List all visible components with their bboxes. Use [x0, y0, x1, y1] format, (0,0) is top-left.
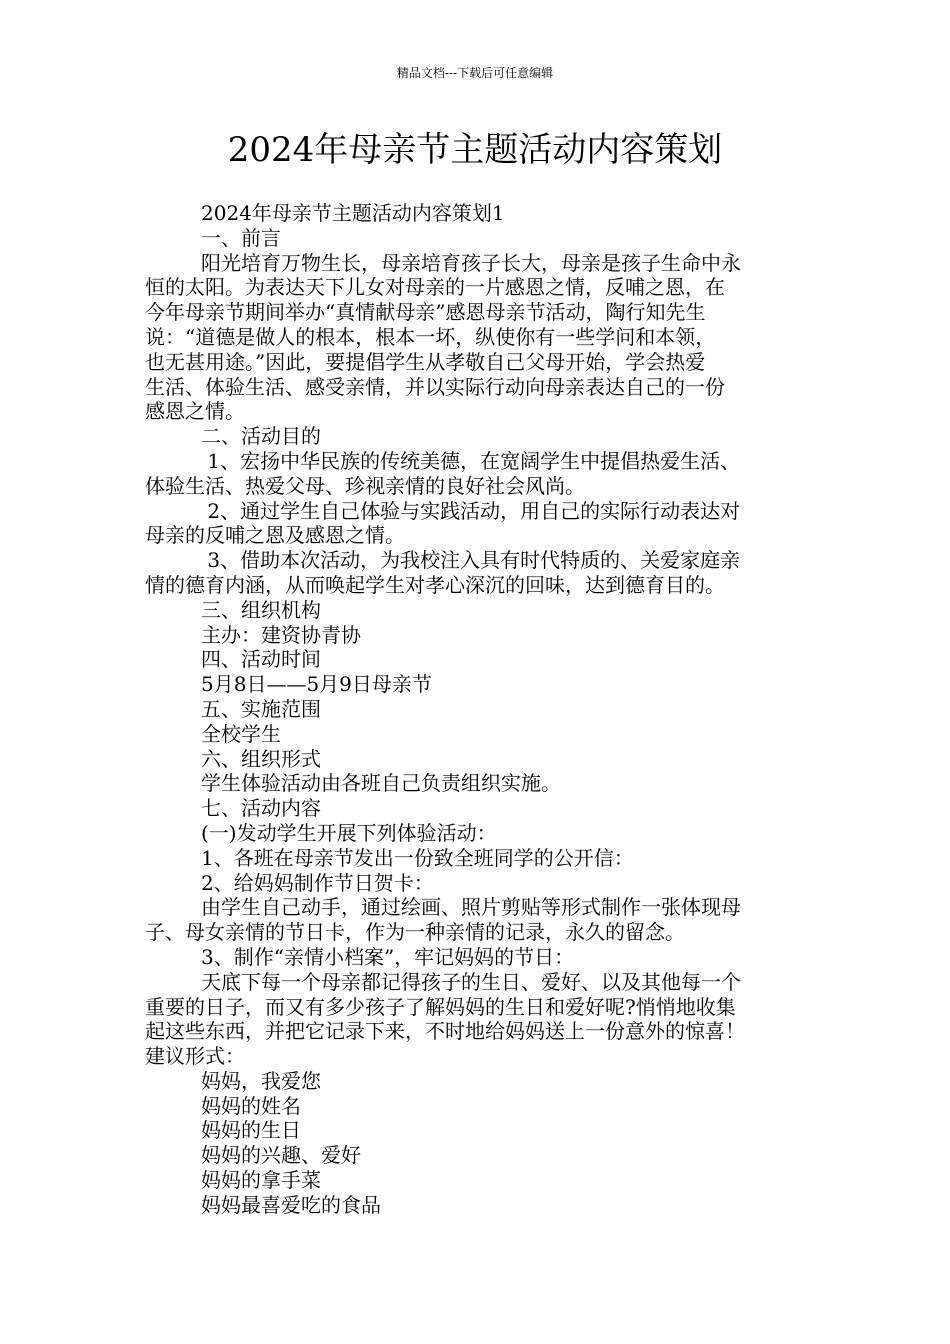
text-line: 2、通过学生自己体验与实践活动，用自己的实际行动表达对 — [201, 498, 741, 523]
text-line: 七、活动内容 — [201, 796, 321, 821]
text-line: 妈妈的姓名 — [201, 1093, 301, 1118]
text-line: 2024年母亲节主题活动内容策划1 — [201, 201, 505, 225]
text-line: 子、母女亲情的节日卡，作为一种亲情的记录，永久的留念。 — [145, 920, 685, 945]
document-body — [145, 201, 807, 1218]
text-line: 三、组织机构 — [201, 597, 321, 622]
text-line: 妈妈的生日 — [201, 1118, 301, 1143]
text-line: 生活、体验生活、感受亲情，并以实际行动向母亲表达自己的一份 — [145, 374, 725, 399]
text-line: 四、活动时间 — [201, 647, 321, 672]
text-line: 重要的日子，而又有多少孩子了解妈妈的生日和爱好呢?悄悄地收集 — [145, 994, 736, 1019]
text-line: 感恩之情。 — [145, 399, 245, 424]
text-line: 妈妈的兴趣、爱好 — [201, 1143, 361, 1168]
header-note: 精品文档---下载后可任意编辑 — [396, 66, 554, 80]
text-line: 主办：建资协青协 — [201, 622, 361, 647]
text-line: 1、宏扬中华民族的传统美德，在宽阔学生中提倡热爱生活、 — [201, 448, 741, 473]
text-line: 5月8日——5月9日母亲节 — [201, 672, 432, 697]
text-line: 母亲的反哺之恩及感恩之情。 — [145, 523, 405, 548]
text-line: 一、前言 — [201, 225, 281, 250]
text-line: 阳光培育万物生长，母亲培育孩子长大，母亲是孩子生命中永 — [201, 250, 741, 275]
text-line: 体验生活、热爱父母、珍视亲情的良好社会风尚。 — [145, 473, 585, 498]
text-line: 由学生自己动手，通过绘画、照片剪贴等形式制作一张体现母 — [201, 895, 741, 920]
text-line: 六、组织形式 — [201, 746, 321, 771]
text-line: 说：“道德是做人的根本，根本一坏，纵使你有一些学问和本领， — [145, 324, 716, 349]
text-line: 妈妈的拿手菜 — [201, 1168, 321, 1193]
text-line: 恒的太阳。为表达天下儿女对母亲的一片感恩之情，反哺之恩，在 — [145, 275, 725, 300]
text-line: 天底下每一个母亲都记得孩子的生日、爱好、以及其他每一个 — [201, 969, 741, 994]
text-line: 起这些东西，并把它记录下来，不时地给妈妈送上一份意外的惊喜！ — [145, 1019, 745, 1044]
document-title: 2024年母亲节主题活动内容策划 — [227, 130, 723, 170]
text-line: 学生体验活动由各班自己负责组织实施。 — [201, 771, 561, 796]
text-line: 建议形式： — [145, 1044, 245, 1069]
text-line: 2、给妈妈制作节日贺卡： — [201, 870, 434, 895]
text-line: 1、各班在母亲节发出一份致全班同学的公开信： — [201, 845, 634, 870]
text-line: 今年母亲节期间举办“真情献母亲”感恩母亲节活动，陶行知先生 — [145, 300, 706, 325]
text-line: 情的德育内涵，从而唤起学生对孝心深沉的回味，达到德育目的。 — [145, 572, 725, 597]
text-line: 妈妈最喜爱吃的食品 — [201, 1192, 381, 1217]
text-line: (一)发动学生开展下列体验活动： — [201, 820, 497, 845]
text-line: 五、实施范围 — [201, 696, 321, 721]
text-line: 二、活动目的 — [201, 424, 321, 449]
text-line: 3、制作“亲情小档案”，牢记妈妈的节日： — [201, 944, 575, 969]
text-line: 全校学生 — [201, 721, 281, 746]
text-line: 妈妈，我爱您 — [201, 1068, 321, 1093]
text-line: 也无甚用途。”因此，要提倡学生从孝敬自己父母开始，学会热爱 — [145, 349, 706, 374]
text-line: 3、借助本次活动，为我校注入具有时代特质的、关爱家庭亲 — [201, 548, 741, 573]
